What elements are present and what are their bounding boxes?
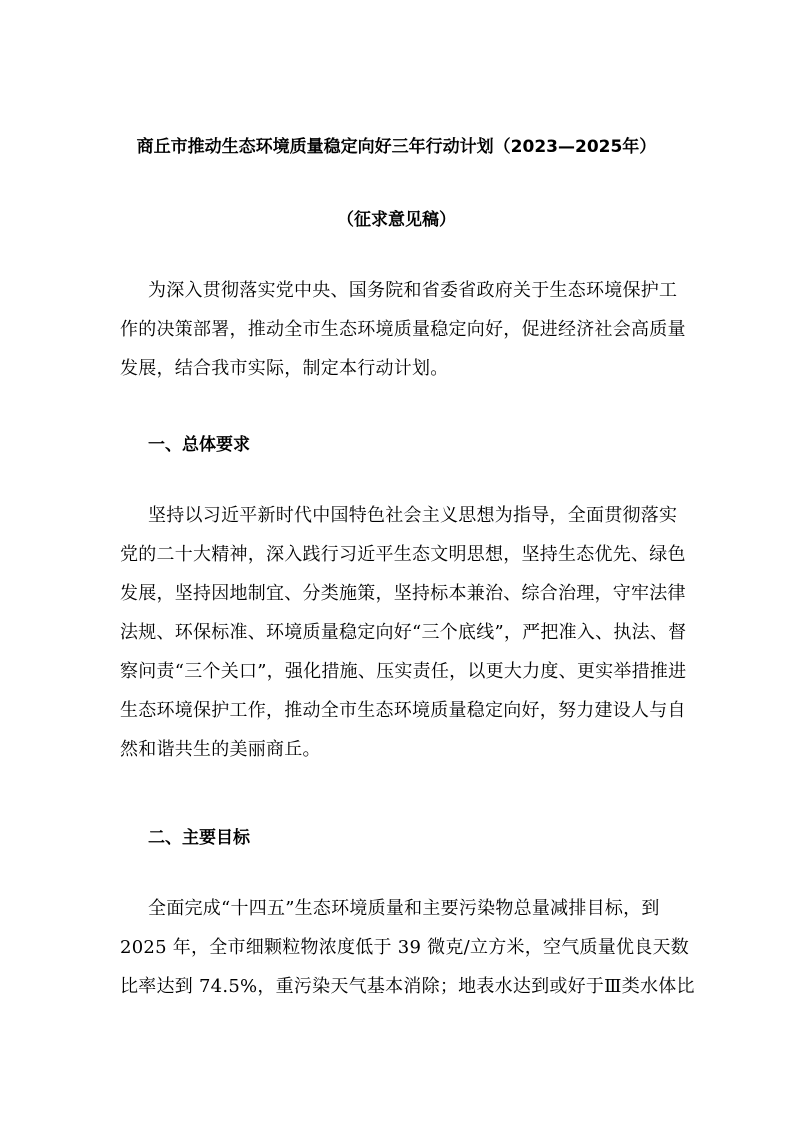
section1-paragraph: [120, 496, 687, 769]
paragraph-line: 比率达到 74.5%，重污染天气基本消除；地表水达到或好于Ⅲ类水体比: [120, 976, 695, 997]
paragraph-line: 坚持以习近平新时代中国特色社会主义思想为指导，全面贯彻落实: [148, 505, 678, 526]
document-title: 商丘市推动生态环境质量稳定向好三年行动计划（2023—2025年）: [136, 137, 657, 157]
section2-paragraph: [120, 889, 695, 1006]
paragraph-line: 全面完成“十四五”生态环境质量和主要污染物总量减排目标，到: [148, 898, 660, 919]
paragraph-line: 察问责“三个关口”，强化措施、压实责任，以更大力度、更实举措推进: [120, 661, 687, 682]
document-subtitle: （征求意见稿）: [337, 210, 456, 230]
paragraph-line: 为深入贯彻落实党中央、国务院和省委省政府关于生态环境保护工: [148, 280, 678, 301]
paragraph-line: 2025 年，全市细颗粒物浓度低于 39 微克/立方米，空气质量优良天数: [120, 937, 689, 958]
paragraph-line: 发展，坚持因地制宜、分类施策，坚持标本兼治、综合治理，守牢法律: [120, 583, 686, 604]
paragraph-line: 生态环境保护工作，推动全市生态环境质量稳定向好，努力建设人与自: [120, 700, 686, 721]
intro-paragraph: [120, 271, 686, 388]
section-heading: 二、主要目标: [148, 828, 250, 848]
paragraph-line: 党的二十大精神，深入践行习近平生态文明思想，坚持生态优先、绿色: [120, 544, 686, 565]
paragraph-line: 然和谐共生的美丽商丘。: [120, 739, 321, 760]
paragraph-line: 作的决策部署，推动全市生态环境质量稳定向好，促进经济社会高质量: [120, 319, 686, 340]
paragraph-line: 法规、环保标准、环境质量稳定向好“三个底线”，严把准入、执法、督: [120, 622, 687, 643]
section-heading: 一、总体要求: [148, 435, 250, 455]
paragraph-line: 发展，结合我市实际，制定本行动计划。: [120, 358, 449, 379]
